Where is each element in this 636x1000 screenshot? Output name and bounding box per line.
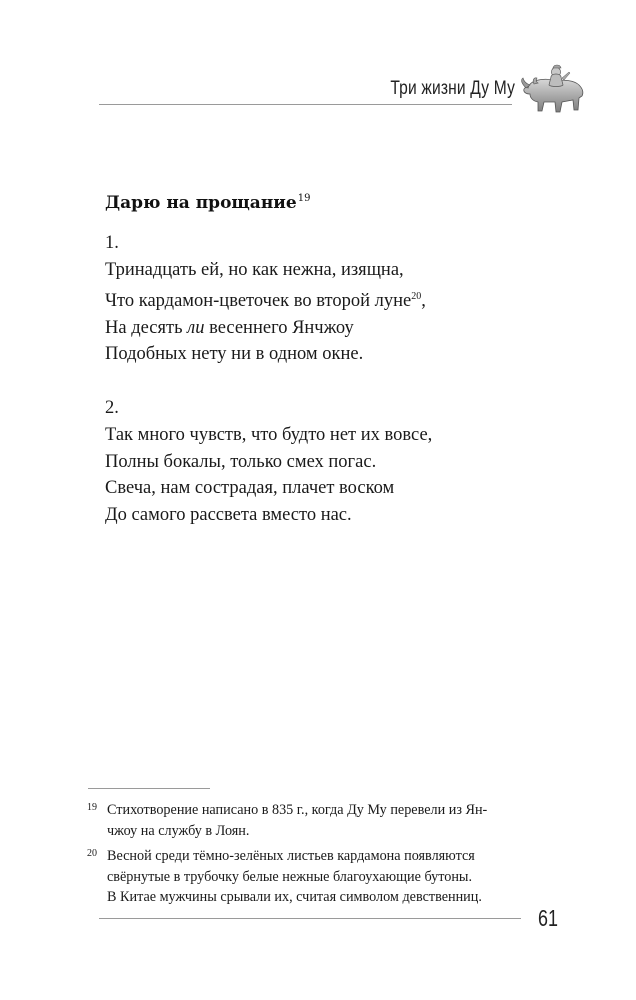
footnote-line: Стихотворение написано в 835 г., когда Ду Му перевели из Ян- xyxy=(107,802,488,818)
footer-rule xyxy=(99,918,521,919)
rider-on-water-buffalo-icon xyxy=(518,58,590,116)
verse-italic-word: ли xyxy=(187,317,205,338)
verse-line: Так много чувств, что будто нет их вовсе, xyxy=(105,424,433,445)
verse-text: Что кардамон-цветочек во второй луне xyxy=(105,290,412,311)
running-header-title: Три жизни Ду Му xyxy=(390,78,515,99)
verse-line xyxy=(105,315,432,342)
footnote-line: В Китае мужчины срывали их, считая символом девственниц. xyxy=(107,889,482,905)
footnote-20 xyxy=(87,846,527,908)
header-rule xyxy=(99,104,512,105)
verse-punctuation: , xyxy=(421,290,426,311)
footnote-number: 19 xyxy=(87,802,97,813)
poem-title-text: Дарю на прощание xyxy=(105,193,297,213)
footnote-ref-20: 20 xyxy=(411,290,422,302)
footnote-line: чжоу на службу в Лоян. xyxy=(107,822,250,839)
stanza-number: 1. xyxy=(105,233,119,253)
poem-title xyxy=(105,193,310,213)
footnote-number: 20 xyxy=(87,848,97,859)
verse-line: Свеча, нам сострадая, плачет воском xyxy=(105,478,395,499)
verse-line: Тринадцать ей, но как нежна, изящна, xyxy=(105,259,404,280)
footnotes xyxy=(87,800,527,913)
verse-line: Подобных нету ни в одном окне. xyxy=(105,344,364,365)
stanza-number: 2. xyxy=(105,397,119,418)
stanza-1 xyxy=(105,230,432,368)
verse-text: На десять xyxy=(105,317,188,338)
footnote-ref-19: 19 xyxy=(297,193,311,205)
poem-body xyxy=(105,230,432,556)
stanza-2 xyxy=(105,395,432,529)
footnote-19 xyxy=(87,800,527,841)
footnote-separator xyxy=(88,788,210,789)
page-number: 61 xyxy=(538,905,558,931)
verse-line: До самого рассвета вместо нас. xyxy=(105,505,352,526)
verse-line: Полны бокалы, только смех погас. xyxy=(105,451,377,472)
footnote-line: свёрнутые в трубочку белые нежные благоухающие бутоны. xyxy=(107,868,473,885)
footnote-line: Весной среди тёмно-зелёных листьев кардамона появляются xyxy=(107,848,475,864)
verse-line xyxy=(105,284,432,315)
verse-text: весеннего Янчжоу xyxy=(204,317,354,338)
